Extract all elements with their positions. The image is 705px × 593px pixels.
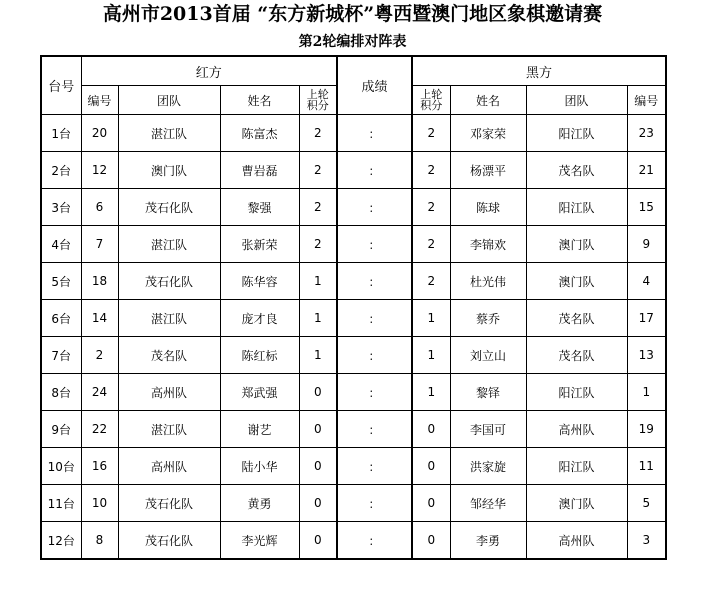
cell-red-number: 10 [81, 485, 118, 522]
cell-black-prev-points: 2 [412, 115, 450, 152]
cell-black-number: 5 [627, 485, 666, 522]
cell-red-name: 郑武强 [220, 374, 299, 411]
cell-score: ： [337, 374, 412, 411]
cell-score: ： [337, 263, 412, 300]
cell-board: 10台 [41, 448, 81, 485]
header-black-number: 编号 [627, 86, 666, 115]
cell-black-name: 蔡乔 [450, 300, 526, 337]
cell-black-team: 茂名队 [526, 152, 627, 189]
table-row [41, 115, 666, 152]
cell-board: 7台 [41, 337, 81, 374]
header-red-number: 编号 [81, 86, 118, 115]
cell-black-team: 高州队 [526, 411, 627, 448]
cell-black-name: 陈球 [450, 189, 526, 226]
table-row [41, 300, 666, 337]
cell-red-team: 湛江队 [118, 226, 220, 263]
header-black-name: 姓名 [450, 86, 526, 115]
cell-black-number: 1 [627, 374, 666, 411]
header-black-prev-top: 上轮 [420, 88, 443, 101]
header-black-prev-bottom: 积分 [420, 99, 443, 112]
cell-black-team: 阳江队 [526, 115, 627, 152]
table-row [41, 152, 666, 189]
table-row [41, 189, 666, 226]
cell-red-name: 谢艺 [220, 411, 299, 448]
cell-red-number: 20 [81, 115, 118, 152]
cell-board: 11台 [41, 485, 81, 522]
cell-black-name: 李国可 [450, 411, 526, 448]
cell-black-name: 杜光伟 [450, 263, 526, 300]
cell-black-prev-points: 0 [412, 485, 450, 522]
cell-red-name: 黎强 [220, 189, 299, 226]
cell-black-prev-points: 0 [412, 522, 450, 560]
cell-board: 9台 [41, 411, 81, 448]
table-row [41, 263, 666, 300]
cell-black-team: 茂名队 [526, 337, 627, 374]
cell-red-team: 茂石化队 [118, 189, 220, 226]
cell-black-team: 高州队 [526, 522, 627, 560]
cell-score: ： [337, 300, 412, 337]
cell-red-prev-points: 1 [299, 337, 337, 374]
cell-black-number: 11 [627, 448, 666, 485]
cell-red-prev-points: 0 [299, 448, 337, 485]
cell-red-team: 茂石化队 [118, 263, 220, 300]
cell-score: ： [337, 522, 412, 560]
cell-red-prev-points: 0 [299, 411, 337, 448]
cell-black-number: 21 [627, 152, 666, 189]
cell-red-team: 高州队 [118, 448, 220, 485]
cell-board: 6台 [41, 300, 81, 337]
cell-black-team: 阳江队 [526, 448, 627, 485]
cell-red-name: 陆小华 [220, 448, 299, 485]
cell-black-team: 阳江队 [526, 374, 627, 411]
cell-board: 4台 [41, 226, 81, 263]
header-black-prev-points [412, 86, 450, 115]
table-row [41, 374, 666, 411]
cell-red-number: 12 [81, 152, 118, 189]
cell-black-name: 杨漂平 [450, 152, 526, 189]
table-row [41, 522, 666, 560]
header-black: 黑方 [412, 56, 666, 86]
cell-red-prev-points: 0 [299, 374, 337, 411]
cell-black-prev-points: 0 [412, 448, 450, 485]
cell-red-name: 张新荣 [220, 226, 299, 263]
cell-black-name: 邓家荣 [450, 115, 526, 152]
cell-black-team: 澳门队 [526, 485, 627, 522]
cell-black-number: 19 [627, 411, 666, 448]
table-row [41, 485, 666, 522]
cell-black-name: 黎铎 [450, 374, 526, 411]
cell-red-name: 陈红标 [220, 337, 299, 374]
cell-score: ： [337, 485, 412, 522]
cell-red-name: 黄勇 [220, 485, 299, 522]
cell-red-number: 22 [81, 411, 118, 448]
cell-red-prev-points: 2 [299, 152, 337, 189]
cell-black-number: 3 [627, 522, 666, 560]
cell-red-name: 陈富杰 [220, 115, 299, 152]
cell-black-name: 洪家旋 [450, 448, 526, 485]
cell-red-team: 湛江队 [118, 411, 220, 448]
cell-score: ： [337, 152, 412, 189]
cell-black-number: 4 [627, 263, 666, 300]
cell-black-prev-points: 2 [412, 189, 450, 226]
header-red-name: 姓名 [220, 86, 299, 115]
cell-red-prev-points: 0 [299, 485, 337, 522]
table-row [41, 448, 666, 485]
cell-red-team: 澳门队 [118, 152, 220, 189]
cell-red-prev-points: 1 [299, 263, 337, 300]
cell-black-team: 阳江队 [526, 189, 627, 226]
table-row [41, 411, 666, 448]
cell-black-prev-points: 2 [412, 263, 450, 300]
cell-score: ： [337, 411, 412, 448]
cell-red-number: 18 [81, 263, 118, 300]
cell-black-number: 9 [627, 226, 666, 263]
cell-red-number: 14 [81, 300, 118, 337]
cell-red-team: 茂名队 [118, 337, 220, 374]
cell-black-name: 李锦欢 [450, 226, 526, 263]
cell-red-number: 24 [81, 374, 118, 411]
cell-black-team: 澳门队 [526, 226, 627, 263]
cell-board: 8台 [41, 374, 81, 411]
cell-red-team: 湛江队 [118, 115, 220, 152]
header-row-1 [41, 56, 666, 86]
cell-red-team: 高州队 [118, 374, 220, 411]
cell-black-name: 李勇 [450, 522, 526, 560]
cell-score: ： [337, 448, 412, 485]
pairing-table [40, 55, 667, 560]
cell-black-name: 刘立山 [450, 337, 526, 374]
header-red-team: 团队 [118, 86, 220, 115]
header-red: 红方 [81, 56, 337, 86]
header-black-team: 团队 [526, 86, 627, 115]
cell-black-number: 23 [627, 115, 666, 152]
cell-red-number: 8 [81, 522, 118, 560]
cell-red-team: 茂石化队 [118, 485, 220, 522]
cell-red-prev-points: 0 [299, 522, 337, 560]
cell-red-prev-points: 2 [299, 226, 337, 263]
cell-red-number: 6 [81, 189, 118, 226]
cell-red-prev-points: 2 [299, 189, 337, 226]
page-subtitle: 第2轮编排对阵表 [298, 34, 407, 50]
header-board: 台号 [41, 56, 81, 115]
cell-black-number: 17 [627, 300, 666, 337]
cell-board: 1台 [41, 115, 81, 152]
page-title: 高州市2013首届 “东方新城杯”粤西暨澳门地区象棋邀请赛 [102, 3, 603, 25]
table-row [41, 337, 666, 374]
cell-board: 12台 [41, 522, 81, 560]
cell-score: ： [337, 226, 412, 263]
cell-black-prev-points: 2 [412, 152, 450, 189]
cell-red-name: 李光辉 [220, 522, 299, 560]
table-row [41, 226, 666, 263]
cell-black-prev-points: 2 [412, 226, 450, 263]
cell-board: 5台 [41, 263, 81, 300]
cell-red-prev-points: 1 [299, 300, 337, 337]
cell-black-prev-points: 1 [412, 300, 450, 337]
cell-black-team: 澳门队 [526, 263, 627, 300]
cell-score: ： [337, 337, 412, 374]
cell-red-number: 16 [81, 448, 118, 485]
header-score: 成绩 [337, 56, 412, 115]
cell-score: ： [337, 189, 412, 226]
cell-board: 2台 [41, 152, 81, 189]
cell-red-number: 2 [81, 337, 118, 374]
cell-red-name: 陈华容 [220, 263, 299, 300]
header-red-prev-bottom: 积分 [306, 99, 329, 112]
cell-red-number: 7 [81, 226, 118, 263]
cell-red-prev-points: 2 [299, 115, 337, 152]
cell-black-number: 13 [627, 337, 666, 374]
cell-black-prev-points: 1 [412, 337, 450, 374]
cell-black-team: 茂名队 [526, 300, 627, 337]
cell-black-number: 15 [627, 189, 666, 226]
cell-red-team: 茂石化队 [118, 522, 220, 560]
cell-red-name: 庞才良 [220, 300, 299, 337]
header-red-prev-points [299, 86, 337, 115]
cell-black-name: 邹经华 [450, 485, 526, 522]
header-red-prev-top: 上轮 [306, 88, 329, 101]
cell-black-prev-points: 0 [412, 411, 450, 448]
cell-black-prev-points: 1 [412, 374, 450, 411]
cell-score: ： [337, 115, 412, 152]
cell-red-name: 曹岩磊 [220, 152, 299, 189]
cell-red-team: 湛江队 [118, 300, 220, 337]
cell-board: 3台 [41, 189, 81, 226]
